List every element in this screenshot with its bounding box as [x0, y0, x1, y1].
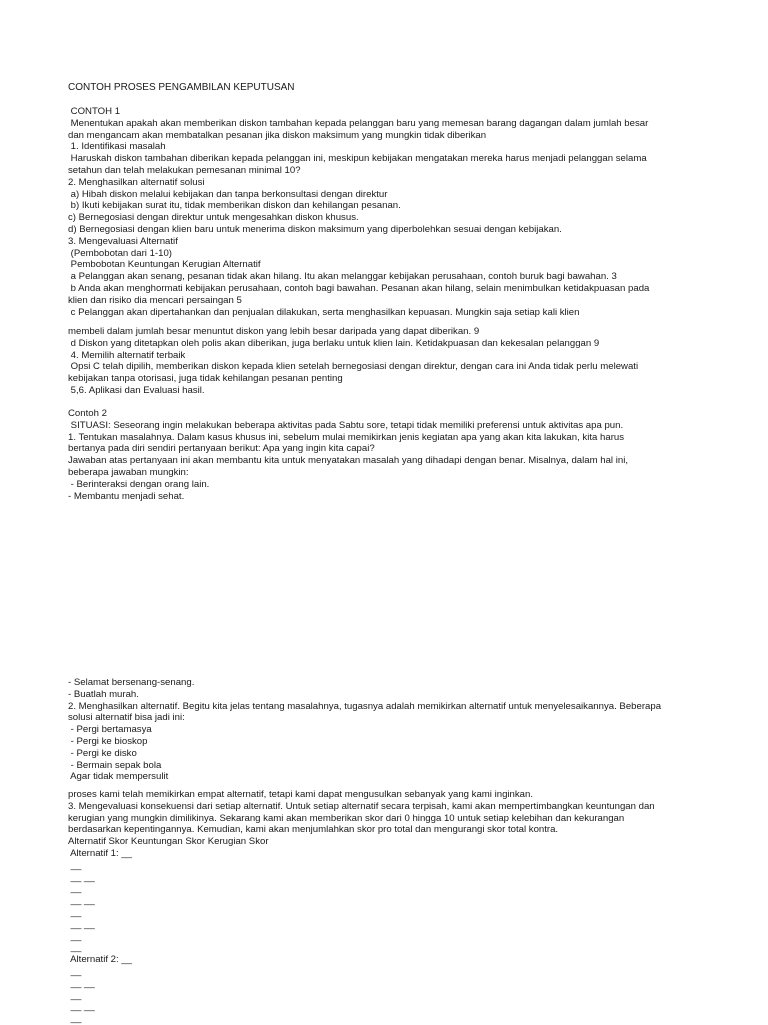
- text-line: - Buatlah murah.: [68, 688, 139, 700]
- text-line: __ __: [68, 1001, 95, 1013]
- text-line: proses kami telah memikirkan empat alternatif, tetapi kami dapat mengusulkan sebanyak yang kami inginkan.: [68, 789, 534, 800]
- text-line: 5,6. Aplikasi dan Evaluasi hasil.: [68, 384, 205, 396]
- text-line: c Pelanggan akan dipertahankan dan penjualan dilakukan, serta menghasilkan kepuasan. Mungkin saja setiap kali klien: [68, 306, 580, 318]
- text-line: d Diskon yang ditetapkan oleh polis akan diberikan, juga berlaku untuk klien lain. Ketidakpuasan dan kekesalan pelanggan 9: [68, 337, 600, 349]
- text-line: 3. Mengevaluasi konsekuensi dari setiap alternatif. Untuk setiap alternatif secara terpisah, kami akan mempertimbangkan keuntungan dan: [68, 800, 655, 812]
- text-line: __ __: [68, 895, 95, 907]
- text-line: b) Ikuti kebijakan surat itu, tidak memberikan diskon dan kehilangan pesanan.: [68, 200, 401, 212]
- text-line: bertanya pada diri sendiri pertanyaan berikut: Apa yang ingin kita capai?: [68, 443, 375, 455]
- text-line: __ __: [68, 977, 95, 989]
- text-line: a) Hibah diskon melalui kebijakan dan tanpa berkonsultasi dengan direktur: [68, 188, 388, 200]
- text-line: Jawaban atas pertanyaan ini akan membantu kita untuk menyatakan masalah yang dihadapi dengan benar. Misalnya, dalam hal ini,: [68, 455, 628, 467]
- text-line: Contoh 2: [68, 408, 107, 419]
- text-line: __: [68, 965, 82, 977]
- text-line: b Anda akan menghormati kebijakan perusahaan, contoh bagi bawahan. Pesanan akan hilang, selain menimbulkan ketidakpuasan pada: [68, 282, 650, 294]
- text-line: __: [68, 1013, 82, 1025]
- example-2-continued-section: [68, 677, 708, 783]
- example-2-section: [68, 408, 708, 502]
- text-line: __ __: [68, 871, 95, 883]
- text-line: beberapa jawaban mungkin:: [68, 466, 189, 478]
- document-title-block: [68, 82, 708, 94]
- example-1-section: [68, 106, 708, 318]
- text-line: 2. Menghasilkan alternatif solusi: [68, 176, 205, 188]
- text-line: __: [68, 930, 82, 942]
- text-line: Opsi C telah dipilih, memberikan diskon kepada klien setelah bernegosiasi dengan direktur, dengan cara ini Anda tidak perlu melewati: [68, 361, 639, 373]
- text-line: a Pelanggan akan senang, pesanan tidak akan hilang. Itu akan melanggar kebijakan perusahaan, contoh buruk bagi bawahan. 3: [68, 271, 617, 283]
- text-line: 1. Identifikasi masalah: [68, 141, 166, 153]
- text-line: 1. Tentukan masalahnya. Dalam kasus khusus ini, sebelum mulai memikirkan jenis kegiatan apa yang akan kita lakukan, kita harus: [68, 431, 625, 443]
- text-line: solusi alternatif bisa jadi ini:: [68, 712, 185, 724]
- text-line: __: [68, 883, 82, 895]
- text-line: __: [68, 906, 82, 918]
- text-line: - Pergi ke bioskop: [68, 735, 148, 747]
- example-2-evaluation-section: [68, 789, 708, 1025]
- text-line: berdasarkan kepentingannya. Kemudian, kami akan menjumlahkan skor pro total dan mengurangi skor total kontra.: [68, 824, 559, 836]
- text-line: kebijakan tanpa otorisasi, juga tidak kehilangan pesanan penting: [68, 373, 343, 385]
- text-line: Alternatif 2: __: [68, 954, 132, 966]
- text-line: - Berinteraksi dengan orang lain.: [68, 478, 210, 490]
- text-line: - Pergi ke disko: [68, 747, 137, 759]
- text-line: __: [68, 942, 82, 954]
- text-line: klien dan risiko dia mencari persaingan 5: [68, 294, 242, 306]
- document-title: CONTOH PROSES PENGAMBILAN KEPUTUSAN: [68, 82, 295, 93]
- text-line: Haruskah diskon tambahan diberikan kepada pelanggan ini, meskipun kebijakan mengatakan mereka harus menjadi pelanggan selama: [68, 153, 647, 165]
- text-line: Agar tidak mempersulit: [68, 771, 169, 783]
- example-1-continued-section: [68, 326, 708, 397]
- text-line: 2. Menghasilkan alternatif. Begitu kita jelas tentang masalahnya, tugasnya adalah memikirkan alternatif untuk menyelesaikannya. Beberapa: [68, 700, 662, 712]
- text-line: dan mengancam akan membatalkan pesanan jika diskon maksimum yang mungkin tidak diberikan: [68, 129, 487, 141]
- text-line: Menentukan apakah akan memberikan diskon tambahan kepada pelanggan baru yang memesan barang dagangan dalam jumlah besar: [68, 117, 649, 129]
- text-line: 3. Mengevaluasi Alternatif: [68, 235, 178, 247]
- text-line: - Bermain sepak bola: [68, 759, 162, 771]
- text-line: setahun dan telah melakukan pemesanan minimal 10?: [68, 164, 301, 176]
- text-line: d) Bernegosiasi dengan klien baru untuk menerima diskon maksimum yang diperbolehkan sesuai dengan kebijakan.: [68, 223, 562, 235]
- text-line: kerugian yang mungkin dimilikinya. Sekarang kami akan memberikan skor dari 0 hingga 10 untuk setiap kelebihan dan kekurangan: [68, 812, 625, 824]
- text-line: - Selamat bersenang-senang.: [68, 677, 195, 688]
- text-line: (Pembobotan dari 1-10): [68, 247, 172, 259]
- text-line: Alternatif 1: __: [68, 847, 132, 859]
- text-line: Alternatif Skor Keuntungan Skor Kerugian Skor: [68, 836, 269, 848]
- text-line: - Membantu menjadi sehat.: [68, 490, 185, 502]
- text-line: __: [68, 859, 82, 871]
- text-line: - Pergi bertamasya: [68, 724, 152, 736]
- text-line: CONTOH 1: [68, 106, 121, 117]
- text-line: 4. Memilih alternatif terbaik: [68, 349, 186, 361]
- text-line: __ __: [68, 918, 95, 930]
- text-line: membeli dalam jumlah besar menuntut diskon yang lebih besar daripada yang dapat diberikan. 9: [68, 326, 480, 337]
- text-line: SITUASI: Seseorang ingin melakukan beberapa aktivitas pada Sabtu sore, tetapi tidak memiliki preferensi untuk aktivitas apa pun.: [68, 419, 624, 431]
- text-line: c) Bernegosiasi dengan direktur untuk mengesahkan diskon khusus.: [68, 212, 359, 224]
- text-line: __: [68, 989, 82, 1001]
- text-line: Pembobotan Keuntungan Kerugian Alternatif: [68, 259, 261, 271]
